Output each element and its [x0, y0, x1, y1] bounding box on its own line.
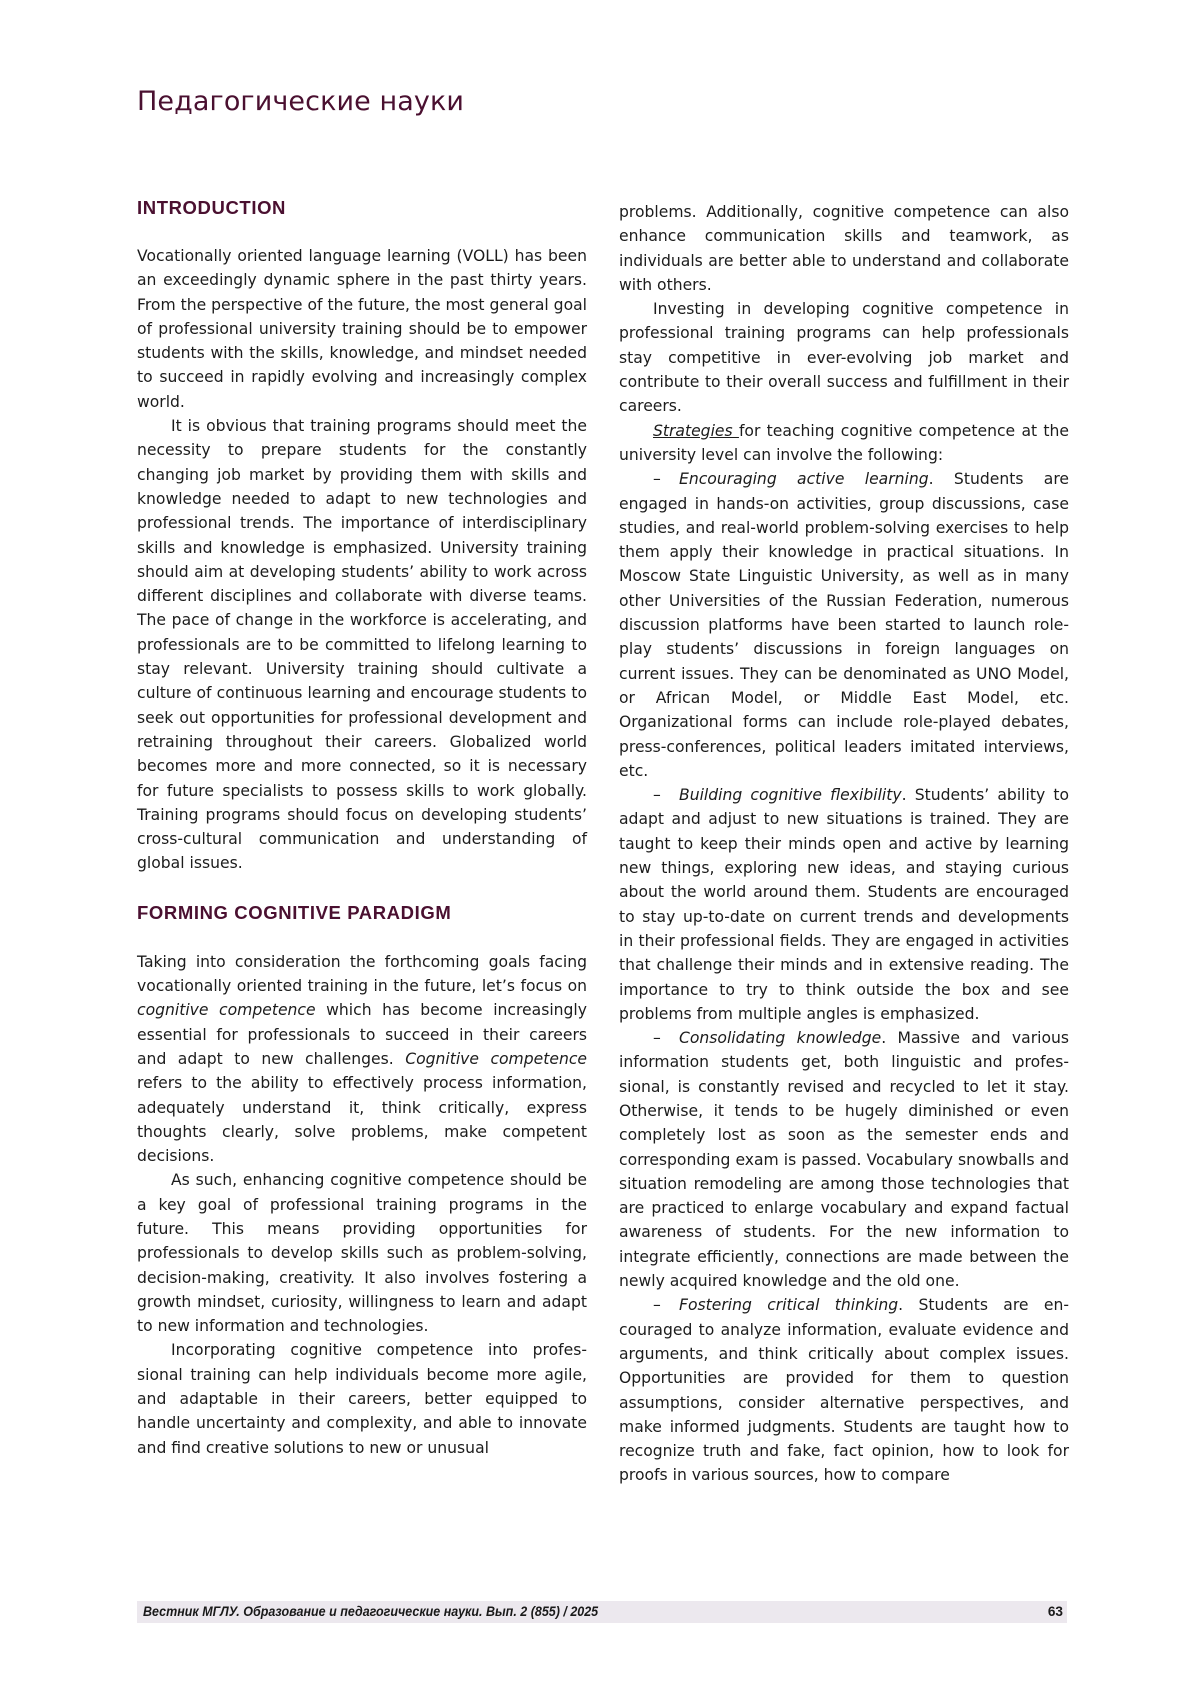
intro-paragraph-1: Vocationally oriented language learning (VOLL) has been an exceedingly dynamic sphere in the past thirty years. From the perspective of the future, the most general goal of professional university training should be to empower students with the skills, knowledge, and mindset needed to succeed in rapidly evolving and increasingly complex world.: [137, 247, 587, 411]
heading-forming-cognitive-paradigm: FORMING COGNITIVE PARADIGM: [137, 901, 452, 923]
investing-paragraph: Investing in developing cognitive competence in professional training programs can help professionals stay competitive in ever-evolving job market and contribute to their overall success and fulfillment in their careers.: [619, 300, 1069, 416]
strategy-text: . Students’ ability to adapt and adjust to new situations is trained. They are taught to keep their minds open and active by learning new things, exploring new ideas, and staying curious about the world around them. Students are encouraged to stay up-to-date on current trends and developments in their professional fields. They are engaged in activities that challenge their minds and in extensive reading. The importance to try to think outside the box and see problems from multiple angles is emphasized.: [619, 786, 1070, 1023]
strategy-item: [619, 467, 1069, 783]
section-title: Педагогические науки: [137, 86, 465, 117]
intro-paragraph-2: It is obvious that training programs should meet the necessity to prepare students for the constantly changing job market by providing them with skills and knowledge needed to adapt to new technologies and professional trends. The importance of interdisciplinary skills and knowledge is emphasized. University training should aim at developing students’ ability to work across different disciplines and collaborate with diverse teams. The pace of change in the workforce is accelerating, and professionals are to be committed to lifelong learning to stay relevant. University training should cultivate a culture of continuous learning and encourage students to seek out opportunities for professional development and retraining throughout their careers. Globalized world becomes more and more connected, so it is necessary for future specialists to possess skills to work globally. Training programs should focus on developing students’ cross-cultural communication and understanding of global issues.: [137, 417, 587, 873]
strategy-text: . Massive and various information students get, both linguistic and professional, is constantly revised and recycled to let it stay. Otherwise, it tends to be hugely diminished or even completely lost as soon as the semester ends and corresponding exam is passed. Vocabulary snowballs and situation remodeling are among those technologies that are practiced to enlarge vocabulary and expand factual awareness of students. For the new information to integrate efficiently, connections are made between the newly acquired knowledge and the old one.: [619, 1029, 1070, 1291]
strategies-term: Strategies: [653, 421, 739, 440]
strategy-title: Encouraging active learning: [679, 470, 929, 489]
right-column: [619, 200, 1069, 1488]
heading-introduction: INTRODUCTION: [137, 197, 287, 218]
paradigm-paragraph-2: As such, enhancing cognitive competence should be a key goal of professional training programs in the future. This means providing opportunities for professionals to develop skills such as problem-solving, decision-making, creativity. It also involves fostering a growth mindset, curiosity, willingness to learn and adapt to new information and technologies.: [137, 1171, 587, 1336]
strategy-text: . Students are encouraged to analyze information, evaluate evidence and arguments, and think critically about complex issues. Opportunities are provided for them to question assumptions, consider alternative perspectives, and make informed judgments. Students are taught how to recognize truth and fake, fact opinion, how to look for proofs in various sources, how to compare: [619, 1296, 1069, 1485]
strategy-item: [619, 1026, 1069, 1293]
strategy-text: . Students are engaged in hands-on activities, group discussions, case studies, and real-world problem-solving exercises to help them apply their knowledge in practical situations. In Moscow State Linguistic University, as well as in many other Universities of the Russian Federation, numerous discussion platforms have been started to launch role-play students’ discussions in foreign languages on current issues. They can be denominated as UNO Model, or African Model, or Middle East Model, etc. Organizational forms can include role-played debates, press-conferences, political leaders imitated interviews, etc.: [619, 470, 1069, 780]
dash-marker: –: [653, 1296, 661, 1315]
term-cognitive-competence-definition: Cognitive competence: [405, 1049, 587, 1068]
dash-marker: –: [653, 1029, 661, 1048]
strategies-text: for teaching cognitive competence at the university level can involve the following:: [619, 421, 1070, 464]
strategy-title: Building cognitive flexibility: [679, 786, 902, 805]
paradigm-text-2: which has become increasingly essential for professionals to succeed in their careers and adapt to new challenges.: [137, 1001, 587, 1068]
dash-marker: –: [653, 786, 661, 805]
continued-paragraph: problems. Additionally, cognitive competence can also enhance communication skills and teamwork, as individuals are better able to understand and collaborate with others.: [619, 203, 1069, 294]
paradigm-text-1: Taking into consideration the forthcoming goals facing vocationally oriented training in the future, let’s focus on: [137, 952, 587, 996]
dash-marker: –: [653, 470, 661, 489]
strategy-item: [619, 783, 1069, 1026]
strategy-title: Consolidating knowledge: [679, 1029, 882, 1048]
page-number: 63: [1047, 1604, 1063, 1619]
journal-citation: Вестник МГЛУ. Образование и педагогические науки. Вып. 2 (855) / 2025: [143, 1604, 599, 1619]
strategy-item: [619, 1293, 1069, 1487]
paradigm-paragraph-3: Incorporating cognitive competence into professional training can help individuals become more agile, and adaptable in their careers, better equipped to handle uncertainty and complexity, and able to innovate and find creative solutions to new or unusual: [137, 1341, 587, 1457]
term-cognitive-competence: cognitive competence: [137, 1001, 316, 1020]
strategy-title: Fostering critical thinking: [679, 1296, 899, 1315]
strategies-intro: [619, 419, 1069, 468]
left-column: [137, 196, 587, 1460]
paradigm-text-3: refers to the ability to effectively process information, adequately understand it, think critically, express thoughts clearly, solve problems, make competent decisions.: [137, 1074, 587, 1166]
page-footer: [137, 1601, 1067, 1623]
paradigm-paragraph-1: [137, 950, 587, 1169]
